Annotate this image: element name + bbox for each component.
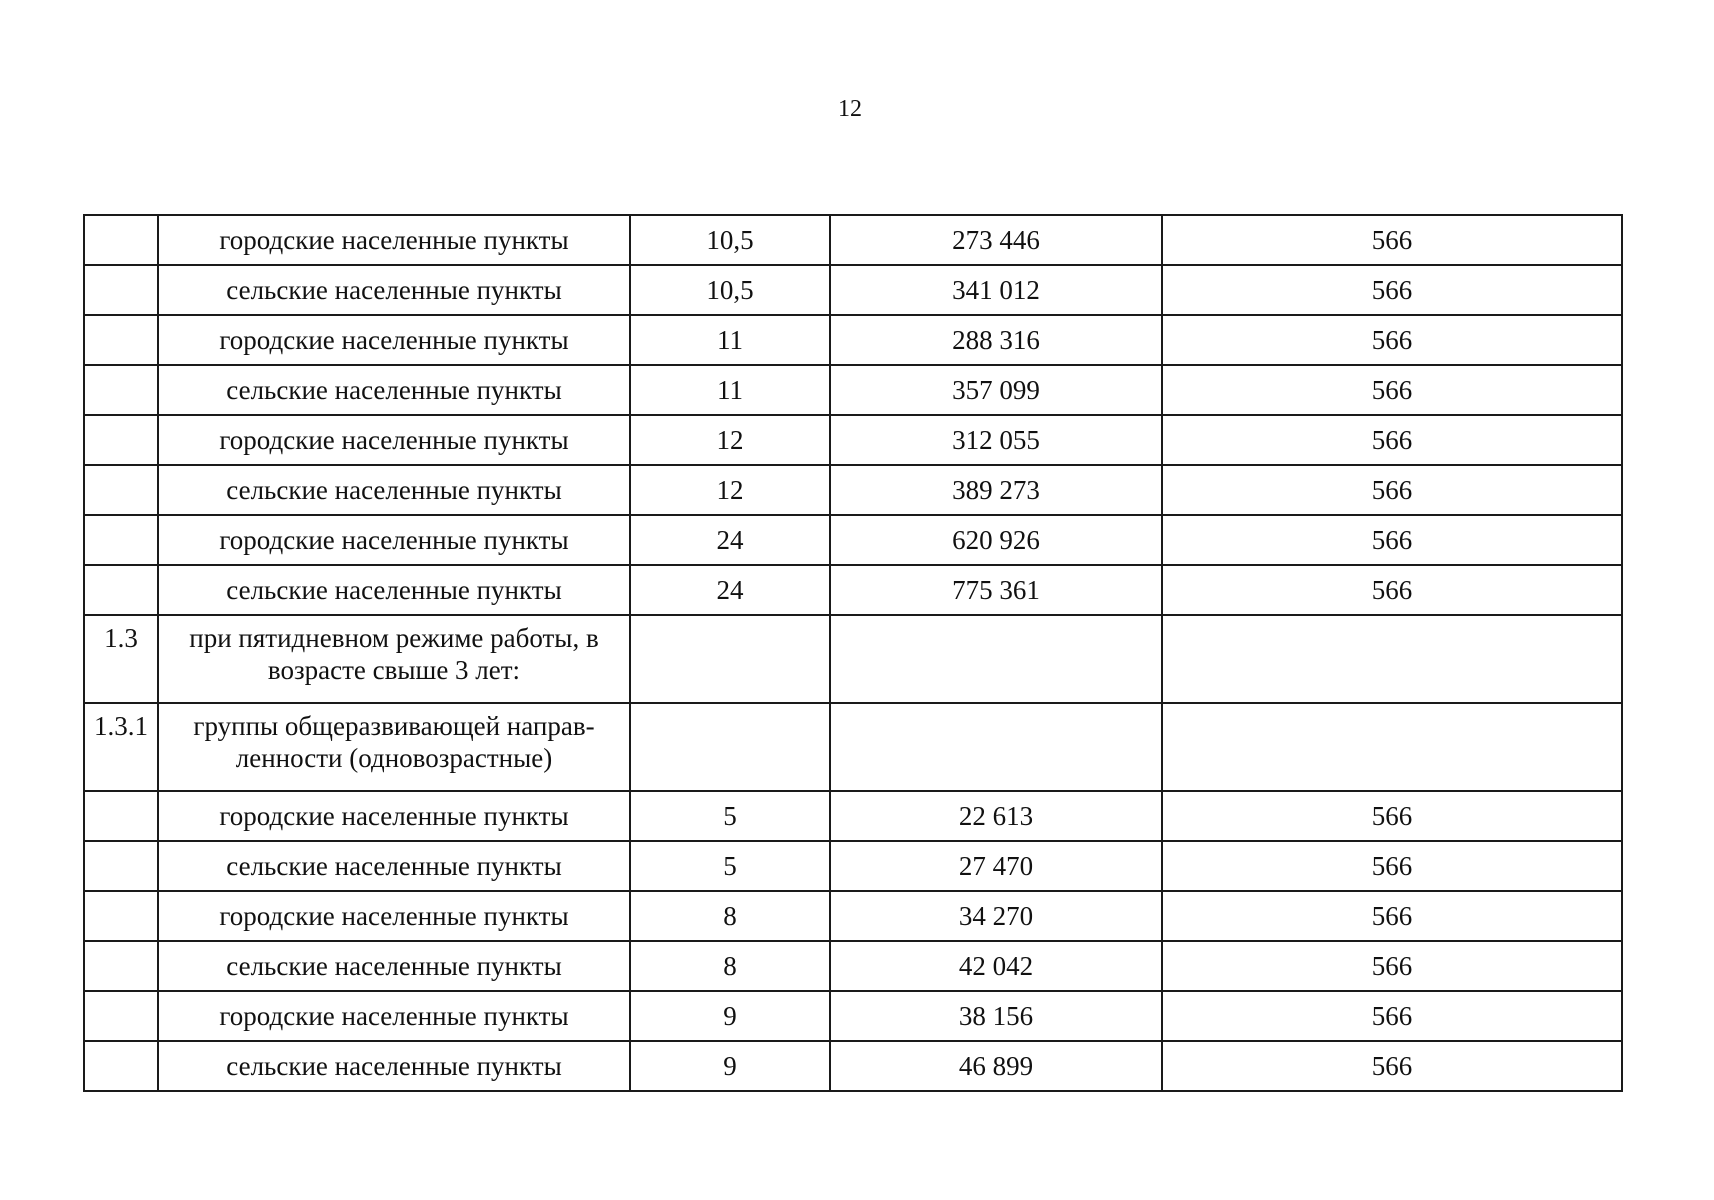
stay-hours-cell: 24 (630, 515, 830, 565)
stay-hours-cell: 8 (630, 941, 830, 991)
fee-cell: 566 (1162, 215, 1622, 265)
table-row (84, 215, 1622, 265)
fee-cell: 566 (1162, 991, 1622, 1041)
row-number-cell (84, 415, 158, 465)
stay-hours-cell: 5 (630, 841, 830, 891)
settlement-type-cell: сельские населенные пункты (158, 941, 630, 991)
cost-cell: 312 055 (830, 415, 1162, 465)
fee-cell: 566 (1162, 891, 1622, 941)
cost-cell (830, 703, 1162, 791)
stay-hours-cell: 11 (630, 315, 830, 365)
table-row (84, 891, 1622, 941)
table-row (84, 265, 1622, 315)
stay-hours-cell: 9 (630, 1041, 830, 1091)
page-number: 12 (838, 96, 862, 122)
stay-hours-cell: 9 (630, 991, 830, 1041)
cost-cell: 34 270 (830, 891, 1162, 941)
row-number-cell (84, 941, 158, 991)
table-row (84, 565, 1622, 615)
fee-cell: 566 (1162, 265, 1622, 315)
cost-cell: 288 316 (830, 315, 1162, 365)
row-number-cell (84, 891, 158, 941)
settlement-type-cell: сельские населенные пункты (158, 841, 630, 891)
fee-cell: 566 (1162, 415, 1622, 465)
fee-cell: 566 (1162, 1041, 1622, 1091)
stay-hours-cell: 8 (630, 891, 830, 941)
settlement-type-cell: городские населенные пункты (158, 215, 630, 265)
stay-hours-cell: 10,5 (630, 265, 830, 315)
stay-hours-cell: 12 (630, 465, 830, 515)
cost-cell: 22 613 (830, 791, 1162, 841)
cost-cell: 341 012 (830, 265, 1162, 315)
cost-cell: 42 042 (830, 941, 1162, 991)
row-number-cell (84, 841, 158, 891)
stay-hours-cell: 11 (630, 365, 830, 415)
fee-cell: 566 (1162, 791, 1622, 841)
cost-cell: 357 099 (830, 365, 1162, 415)
settlement-type-cell: городские населенные пункты (158, 791, 630, 841)
settlement-type-cell: городские населенные пункты (158, 991, 630, 1041)
settlement-type-cell: сельские населенные пункты (158, 365, 630, 415)
row-number-cell (84, 1041, 158, 1091)
cost-cell: 27 470 (830, 841, 1162, 891)
fee-cell: 566 (1162, 315, 1622, 365)
stay-hours-cell: 12 (630, 415, 830, 465)
fee-cell: 566 (1162, 515, 1622, 565)
fee-cell: 566 (1162, 565, 1622, 615)
settlement-type-cell: городские населенные пункты (158, 891, 630, 941)
table-row (84, 841, 1622, 891)
cost-cell (830, 615, 1162, 703)
cost-cell: 38 156 (830, 991, 1162, 1041)
settlement-type-cell: городские населенные пункты (158, 415, 630, 465)
fee-cell (1162, 615, 1622, 703)
row-number-cell: 1.3.1 (84, 703, 158, 791)
table-row (84, 791, 1622, 841)
cost-cell: 273 446 (830, 215, 1162, 265)
fee-cell: 566 (1162, 465, 1622, 515)
stay-hours-cell (630, 703, 830, 791)
table-section-row (84, 615, 1622, 703)
table-row (84, 465, 1622, 515)
settlement-type-cell: сельские населенные пункты (158, 565, 630, 615)
settlement-type-cell: городские населенные пункты (158, 315, 630, 365)
table-row (84, 365, 1622, 415)
fee-cell: 566 (1162, 365, 1622, 415)
cost-cell: 389 273 (830, 465, 1162, 515)
table-row (84, 415, 1622, 465)
row-number-cell (84, 365, 158, 415)
cost-cell: 620 926 (830, 515, 1162, 565)
row-number-cell (84, 791, 158, 841)
row-number-cell (84, 565, 158, 615)
stay-hours-cell: 24 (630, 565, 830, 615)
table-row (84, 1041, 1622, 1091)
row-number-cell (84, 465, 158, 515)
row-number-cell (84, 991, 158, 1041)
stay-hours-cell: 10,5 (630, 215, 830, 265)
row-number-cell (84, 265, 158, 315)
fee-cell: 566 (1162, 841, 1622, 891)
cost-cell: 46 899 (830, 1041, 1162, 1091)
row-number-cell (84, 315, 158, 365)
section-title-cell: группы общеразвивающей направ-ленности (одновозрастные) (158, 703, 630, 791)
cost-cell: 775 361 (830, 565, 1162, 615)
fee-cell (1162, 703, 1622, 791)
stay-hours-cell (630, 615, 830, 703)
table-row (84, 315, 1622, 365)
settlement-type-cell: сельские населенные пункты (158, 465, 630, 515)
table-section-row (84, 703, 1622, 791)
fee-cell: 566 (1162, 941, 1622, 991)
stay-hours-cell: 5 (630, 791, 830, 841)
table-row (84, 991, 1622, 1041)
row-number-cell: 1.3 (84, 615, 158, 703)
settlement-type-cell: городские населенные пункты (158, 515, 630, 565)
table-row (84, 515, 1622, 565)
section-title-cell: при пятидневном режиме работы, в возрасте свыше 3 лет: (158, 615, 630, 703)
table-row (84, 941, 1622, 991)
settlement-type-cell: сельские населенные пункты (158, 1041, 630, 1091)
row-number-cell (84, 215, 158, 265)
tariff-table (83, 214, 1623, 1092)
row-number-cell (84, 515, 158, 565)
settlement-type-cell: сельские населенные пункты (158, 265, 630, 315)
